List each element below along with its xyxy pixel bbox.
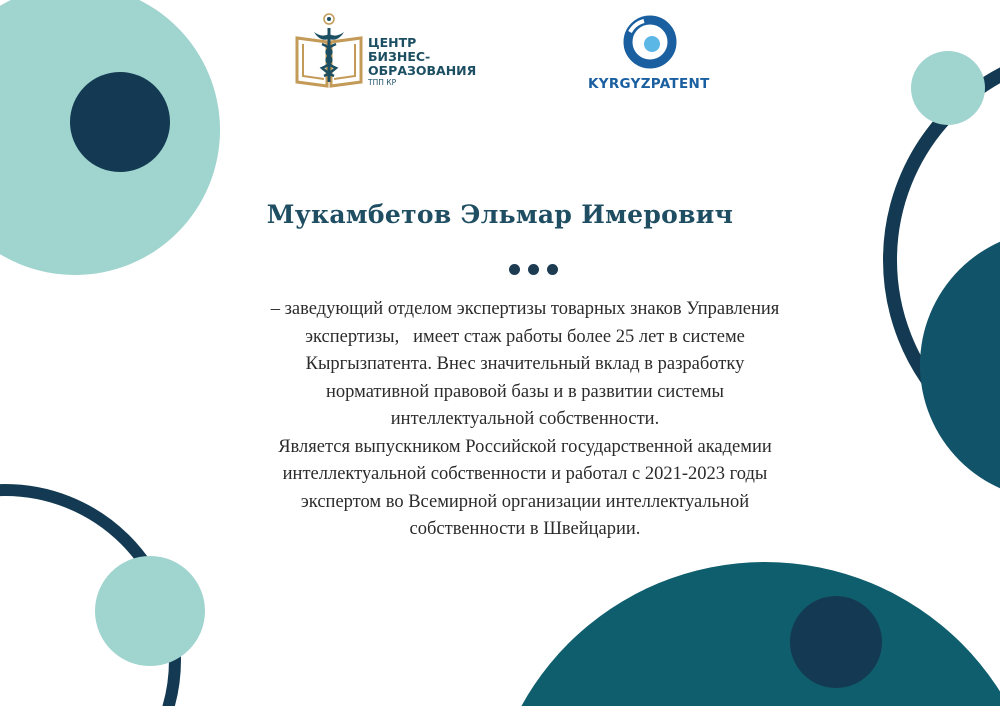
- logo-subtitle: ТПП КР: [368, 78, 397, 87]
- teal-circle-right: [911, 51, 985, 125]
- dot: [509, 264, 520, 275]
- bio-line: Является выпускником Российской государственной академии: [278, 436, 772, 457]
- bio-line: нормативной правовой базы и в развитии системы: [326, 381, 724, 402]
- kyrgyzpatent-ring-icon: [586, 12, 726, 74]
- navy-circle-bottom-right: [790, 596, 882, 688]
- bio-paragraph-1: [200, 296, 850, 434]
- bio-line: собственности в Швейцарии.: [409, 519, 641, 539]
- logo-title-line2: БИЗНЕС-: [368, 49, 431, 64]
- logo-title-line1: ЦЕНТР: [368, 35, 417, 50]
- bio-line: экспертизы, имеет стаж работы более 25 лет в системе: [305, 326, 745, 347]
- separator-dots: [509, 264, 559, 276]
- dot: [528, 264, 539, 275]
- teal-circle-bottom-right: [487, 562, 1000, 706]
- logo-title-line3: ОБРАЗОВАНИЯ: [368, 63, 477, 78]
- person-name: Мукамбетов Эльмар Имерович: [266, 200, 734, 229]
- petrol-circle-right: [920, 230, 1000, 500]
- business-center-logo: [294, 12, 494, 90]
- bio-line: интеллектуальной собственности.: [390, 409, 660, 429]
- bio-line: интеллектуальной собственности и работал с 2021-2023 годы: [282, 464, 768, 484]
- bio-line: – заведующий отделом экспертизы товарных знаков Управления: [270, 299, 780, 319]
- bio-line: Кыргызпатента. Внес значительный вклад в разработку: [305, 354, 745, 374]
- business-center-title: [368, 36, 476, 78]
- caduceus-book-icon: [294, 12, 364, 90]
- biography: [200, 296, 850, 544]
- kyrgyzpatent-wordmark: KYRGYZPATENT: [588, 76, 710, 92]
- navy-circle-top-left: [70, 72, 170, 172]
- kyrgyzpatent-logo: [586, 12, 726, 92]
- bio-paragraph-2: [200, 434, 850, 544]
- dot: [547, 264, 558, 275]
- teal-circle-bottom-left: [95, 556, 205, 666]
- bio-line: экспертом во Всемирной организации интеллектуальной: [300, 491, 750, 512]
